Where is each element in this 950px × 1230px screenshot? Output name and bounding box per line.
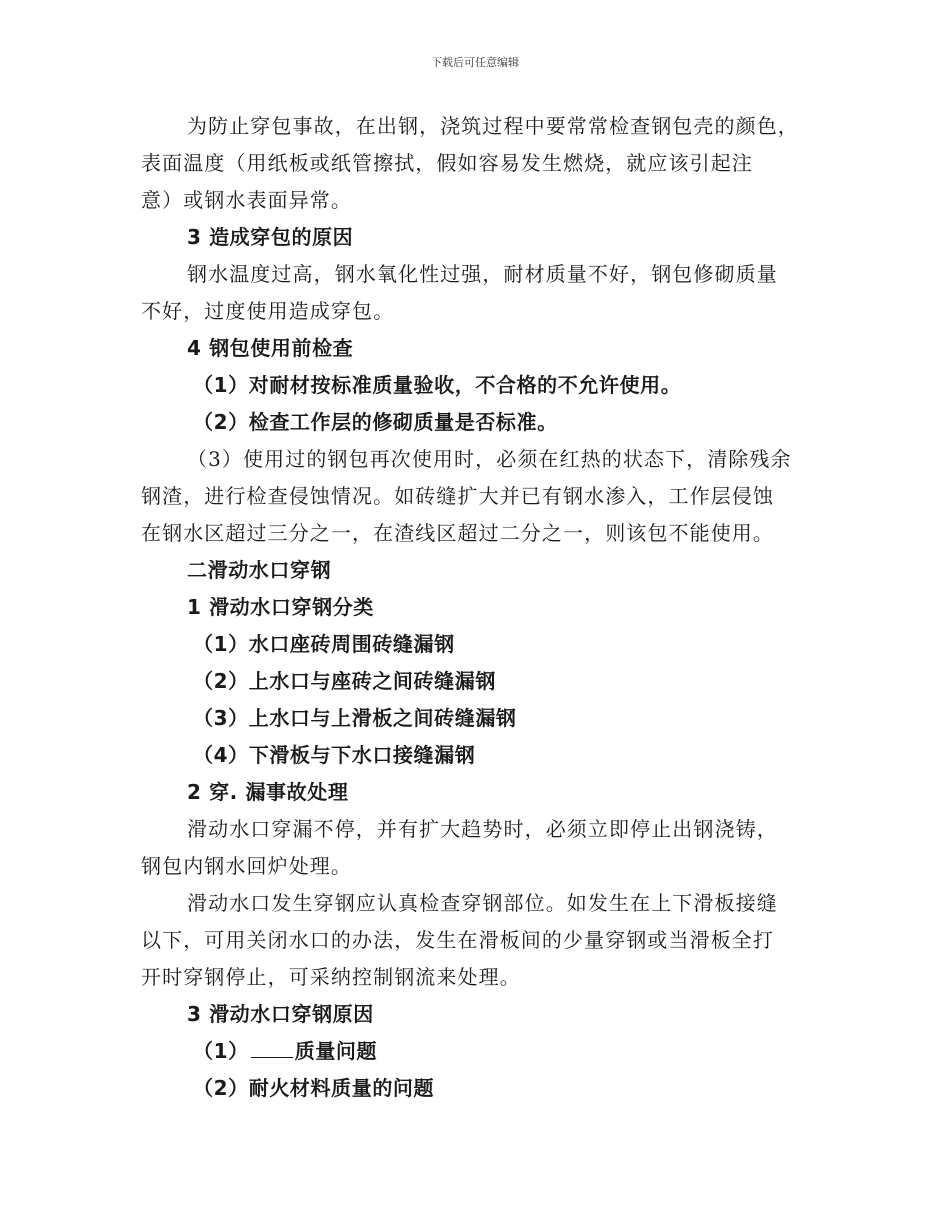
paragraph-line: 意）或钢水表面异常。 (141, 188, 352, 212)
section-heading: 1 滑动水口穿钢分类 (187, 595, 374, 619)
paragraph-line: 钢包内钢水回炉处理。 (141, 854, 352, 878)
paragraph-line: 表面温度（用纸板或纸管擦拭，假如容易发生燃烧，就应该引起注 (141, 151, 753, 175)
paragraph-line: 为防止穿包事故，在出钢，浇筑过程中要常常检查钢包壳的颜色， (187, 114, 799, 138)
document-body (141, 108, 831, 1107)
section-heading: 二滑动水口穿钢 (187, 558, 332, 582)
section-heading: 4 钢包使用前检查 (187, 336, 354, 360)
sub-item: （3）上水口与上滑板之间砖缝漏钢 (193, 706, 517, 730)
paragraph-line: 滑动水口穿漏不停，并有扩大趋势时，必须立即停止出钢浇铸， (187, 817, 778, 841)
sub-item-prefix: （1） (193, 1039, 249, 1063)
sub-item (141, 1033, 831, 1070)
sub-item: （2）上水口与座砖之间砖缝漏钢 (193, 669, 496, 693)
paragraph-line: 滑动水口发生穿钢应认真检查穿钢部位。如发生在上下滑板接缝 (187, 891, 778, 915)
sub-item-suffix: 质量问题 (294, 1039, 378, 1063)
section-heading: 2 穿. 漏事故处理 (187, 780, 349, 804)
paragraph-line: （3）使用过的钢包再次使用时，必须在红热的状态下，清除残余 (187, 447, 792, 471)
paragraph-line: 在钢水区超过三分之一，在渣线区超过二分之一，则该包不能使用。 (141, 521, 774, 545)
section-heading: 3 滑动水口穿钢原因 (187, 1002, 374, 1026)
paragraph-line: 不好，过度使用造成穿包。 (141, 299, 395, 323)
paragraph-line: 以下，可用关闭水口的办法，发生在滑板间的少量穿钢或当滑板全打 (141, 928, 774, 952)
sub-item: （2）检查工作层的修砌质量是否标准。 (193, 410, 558, 434)
sub-item: （2）耐火材料质量的问题 (193, 1076, 435, 1100)
page-header: 下载后可任意编辑 (431, 56, 519, 69)
section-heading: 3 造成穿包的原因 (187, 225, 354, 249)
sub-item: （1）水口座砖周围砖缝漏钢 (193, 632, 455, 656)
paragraph-line: 钢渣，进行检查侵蚀情况。如砖缝扩大并已有钢水渗入，工作层侵蚀 (141, 484, 774, 508)
blank-underline (251, 1035, 293, 1058)
paragraph-line: 钢水温度过高，钢水氧化性过强，耐材质量不好，钢包修砌质量 (187, 262, 778, 286)
sub-item: （1）对耐材按标准质量验收，不合格的不允许使用。 (193, 373, 682, 397)
paragraph-line: 开时穿钢停止，可采纳控制钢流来处理。 (141, 965, 521, 989)
sub-item: （4）下滑板与下水口接缝漏钢 (193, 743, 476, 767)
